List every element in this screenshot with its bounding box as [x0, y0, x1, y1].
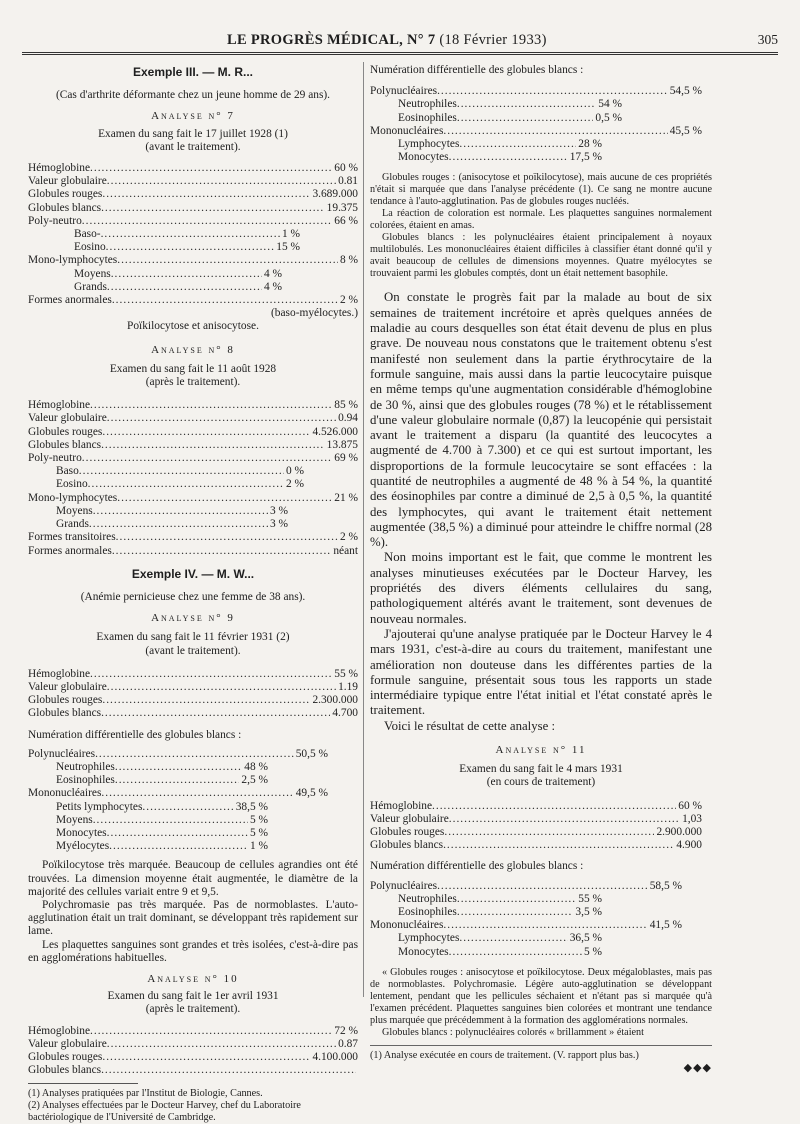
analysis-10-heading: Analyse n° 10 [147, 972, 239, 985]
table-row: Hémoglobine ..... 85 % [28, 399, 358, 412]
analysis-10-caption-note: (après le traitement). [145, 1003, 241, 1016]
analysis-10-paragraph: Globules rouges : (anisocytose et poïkilocytose), mais aucune de ces propriétés n'était si marquée que dans l'analyse précédente (1). Ce sang ne montre aucune tendance à l'auto-agglutination. Pas de globules rouges nucléés. [370, 172, 712, 208]
analysis-11-heading: Analyse n° 11 [495, 744, 587, 757]
analysis-8-table [28, 399, 358, 557]
table-row: Petits lymphocytes ..... 38,5 % [28, 801, 358, 814]
table-row: Mono-lymphocytes ..... 21 % [28, 492, 358, 505]
table-row: Valeur globulaire ..... 1,03 [370, 813, 702, 826]
table-row: Globules rouges ..... 2.900.000 [370, 826, 702, 839]
analysis-9-paragraph: Poïkilocytose très marquée. Beaucoup de cellules agrandies ont été trouvées. La dimension moyenne était augmentée, le diamètre de la majorité des cellules variait entre 9 et 9,5. [28, 859, 358, 898]
analysis-9-caption: Examen du sang fait le 11 février 1931 (2) [96, 631, 290, 644]
analysis-10-differential-table [370, 85, 712, 164]
table-row: Neutrophiles ..... 54 % [370, 98, 712, 111]
analysis-9-caption-note: (avant le traitement). [145, 644, 241, 657]
table-row: Poly-neutro ..... 66 % [28, 215, 358, 228]
analysis-11-differential-heading: Numération différentielle des globules blancs : [370, 860, 584, 873]
analysis-10-caption: Examen du sang fait le 1er avril 1931 [107, 990, 279, 1003]
table-row: Eosinophiles ..... 3,5 % [370, 906, 712, 919]
table-row: Grands ..... 4 % [28, 281, 358, 294]
analysis-9-heading: Analyse n° 9 [151, 612, 235, 625]
table-row: Baso- ..... 1 % [28, 228, 358, 241]
table-row: Eosino ..... 15 % [28, 241, 358, 254]
example-3-subtitle: (Cas d'arthrite déformante chez un jeune homme de 29 ans). [55, 89, 331, 102]
analysis-9-differential-heading: Numération différentielle des globules blancs : [28, 728, 242, 741]
table-row: Globules rouges ..... 2.300.000 [28, 694, 358, 707]
analysis-9-paragraph: Polychromasie pas très marquée. Pas de normoblastes. L'auto-agglutination était un trait dominant, se développant très rapidement sur lame. [28, 898, 358, 938]
analysis-8-caption: Examen du sang fait le 11 août 1928 [109, 362, 277, 375]
table-row: Globules rouges ..... 4.526.000 [28, 426, 358, 439]
footnote: (1) Analyses pratiquées par l'Institut de Biologie, Cannes. [28, 1088, 263, 1100]
body-paragraph: Non moins important est le fait, que comme le montrent les analyses minutieuses exécutées par le Docteur Harvey, les propriétés des divers éléments cellulaires du sang, pathologiquement altérés avant le traitement, sont devenues de nouveau normales. [370, 550, 712, 626]
table-row: Polynucléaires ..... 58,5 % [370, 880, 712, 893]
table-row: Formes anormales ..... 2 % [28, 294, 358, 307]
analysis-7-caption-note: (avant le traitement). [145, 140, 241, 153]
table-row: Hémoglobine ..... 55 % [28, 668, 358, 681]
table-row: Hémoglobine ..... 72 % [28, 1025, 358, 1038]
analysis-7-heading: Analyse n° 7 [151, 110, 235, 123]
analysis-11-differential-table [370, 880, 712, 959]
left-column [28, 64, 358, 1124]
analysis-9-table [28, 668, 358, 721]
journal-name: LE PROGRÈS MÉDICAL, N° 7 [227, 32, 436, 48]
table-row: Mononucléaires ..... 45,5 % [370, 125, 712, 138]
table-row: Eosino ..... 2 % [28, 478, 358, 491]
table-row: Monocytes ..... 5 % [28, 827, 358, 840]
analysis-9-paragraph: Les plaquettes sanguines sont grandes et très isolées, c'est-à-dire pas en agglomérations habituelles. [28, 938, 358, 964]
page-number: 305 [757, 32, 778, 47]
analysis-10-paragraph: La réaction de coloration est normale. Les plaquettes sanguines normalement colorées, étaient en amas. [370, 208, 712, 232]
example-4-title: Exemple IV. — M. W... [131, 566, 255, 581]
analysis-11-paragraph: « Globules rouges : anisocytose et poïkilocytose. Deux mégaloblastes, mais pas de normoblastes. Polychromasie. Légère auto-agglutination se développant lentement, pendant que les pellicules séchaient et n'étant pas si marquée qu'à l'examen précédent. Plaquettes sanguines bien colorées et montrant une tendance plus marquée que précédemment à la formation des agglomérations normales. [370, 966, 712, 1026]
table-row: Monocytes ..... 5 % [370, 946, 712, 959]
footnote: (1) Analyse exécutée en cours de traitement. (V. rapport plus bas.) [370, 1049, 639, 1061]
table-row: Globules blancs ..... [28, 1064, 358, 1077]
analysis-8-caption-note: (après le traitement). [145, 376, 241, 389]
table-row: Neutrophiles ..... 48 % [28, 761, 358, 774]
table-row: Moyens ..... 5 % [28, 814, 358, 827]
page-header [22, 30, 778, 55]
analysis-11-paragraph: Globules blancs : polynucléaires colorés « brillamment » étaient [382, 1026, 644, 1038]
right-column [370, 64, 712, 1075]
table-row: Globules blancs ..... 4.900 [370, 839, 702, 852]
body-paragraph: On constate le progrès fait par la malade au bout de six semaines de traitement incrétoire et après quelques années de maladie au cours desquelles son état était devenu de plus en plus grave. De nouveau nous constatons que le traitement obtenu s'est manifesté non seulement dans la partie érythrocytaire de la formule sanguine, mais aussi dans la partie leucocytaire puisque en même temps qu'une augmentation considérable d'hémoglobine de 30 %, ainsi que des globules rouges (78 %) et le rétablissement d'une valeur globulaire normale (0,87) la leucopénie qui persistait avant le traitement a disparu (la quantité des leucocytes a augmenté de 4.700 à 7.300) et ce qui est surtout important, les disproportions de la formule leucocytaire se sont effacées : la quantité de neutrophiles a augmenté de 48 % à 54 %, la quantité des éosinophiles par contre a diminué de 2,5 à 0,5 %, la quantité des lymphocytes, qui avant le traitement était nettement augmentée (38,5 %) a diminué pour atteindre le chiffre normal (28 %). [370, 290, 712, 550]
table-row: Polynucléaires ..... 50,5 % [28, 748, 358, 761]
table-row: Hémoglobine ..... 60 % [28, 162, 358, 175]
analysis-11-table [370, 800, 712, 853]
table-row: Globules blancs ..... 4.700 [28, 707, 358, 720]
end-ornament: ◆◆◆ [683, 1061, 712, 1074]
column-divider [363, 62, 364, 997]
table-row: Poly-neutro ..... 69 % [28, 452, 358, 465]
journal-title [227, 32, 547, 49]
table-row: Neutrophiles ..... 55 % [370, 893, 712, 906]
table-row: Valeur globulaire ..... 0.94 [28, 412, 358, 425]
analysis-11-caption: Examen du sang fait le 4 mars 1931 [459, 763, 623, 776]
analysis-7-note: (baso-myélocytes.) [271, 307, 358, 320]
table-row: Mono-lymphocytes ..... 8 % [28, 254, 358, 267]
analysis-7-table [28, 162, 358, 307]
table-row: Eosinophiles ..... 2,5 % [28, 774, 358, 787]
table-row: Globules rouges ..... 3.689.000 [28, 188, 358, 201]
analysis-10-paragraph: Globules blancs : les polynucléaires étaient principalement à noyaux multilobulés. Les mononucléaires étaient difficiles à classifier étant donné qu'il y avait beaucoup de cellules de dimensions moyennes. Quatre myélocytes se trouvaient parmi les globules comptés, dont un était nettement basophile. [370, 232, 712, 280]
issue-date: (18 Février 1933) [439, 32, 547, 48]
table-row: Valeur globulaire ..... 0.81 [28, 175, 358, 188]
table-row: Globules blancs ..... 19.375 [28, 202, 358, 215]
body-paragraph: Voici le résultat de cette analyse : [384, 718, 556, 733]
table-row: Globules blancs ..... 13.875 [28, 439, 358, 452]
table-row: Globules rouges ..... 4.100.000 [28, 1051, 358, 1064]
analysis-7-caption: Examen du sang fait le 17 juillet 1928 (1) [98, 127, 288, 140]
footnote: (2) Analyses effectuées par le Docteur Harvey, chef du Laboratoire bactériologique de l'Université de Cambridge. [28, 1100, 301, 1124]
analysis-10-table [28, 1025, 358, 1078]
table-row: Mononucléaires ..... 41,5 % [370, 919, 712, 932]
table-row: Baso ..... 0 % [28, 465, 358, 478]
table-row: Moyens ..... 4 % [28, 268, 358, 281]
analysis-8-heading: Analyse n° 8 [151, 343, 235, 356]
example-3-title: Exemple III. — M. R... [132, 65, 254, 79]
footnote-rule [28, 1083, 138, 1084]
analysis-7-remark: Poïkilocytose et anisocytose. [127, 320, 259, 333]
table-row: Myélocytes ..... 1 % [28, 840, 358, 853]
analysis-10-differential-heading: Numération différentielle des globules blancs : [370, 64, 584, 76]
table-row: Mononucléaires ..... 49,5 % [28, 787, 358, 800]
table-row: Grands ..... 3 % [28, 518, 358, 531]
body-paragraph: J'ajouterai qu'une analyse pratiquée par le Docteur Harvey le 4 mars 1931, c'est-à-dire au cours du traitement, manifestant une amélioration non douteuse dans les différentes parties de la formule sanguine, présentait sous tous les rapports un stade intermédiaire typique entre l'état initial et l'état constaté après le traitement. [370, 626, 712, 718]
table-row: Valeur globulaire ..... 0.87 [28, 1038, 358, 1051]
table-row: Hémoglobine ..... 60 % [370, 800, 702, 813]
table-row: Polynucléaires ..... 54,5 % [370, 85, 712, 98]
table-row: Lymphocytes ..... 28 % [370, 138, 712, 151]
analysis-9-differential-table [28, 748, 358, 854]
table-row: Lymphocytes ..... 36,5 % [370, 932, 712, 945]
table-row: Eosinophiles ..... 0,5 % [370, 112, 712, 125]
example-4-subtitle: (Anémie pernicieuse chez une femme de 38 ans). [80, 590, 306, 603]
footnote-rule [370, 1045, 712, 1046]
table-row: Moyens ..... 3 % [28, 505, 358, 518]
table-row: Valeur globulaire ..... 1.19 [28, 681, 358, 694]
table-row: Formes anormales ..... néant [28, 545, 358, 558]
table-row: Monocytes ..... 17,5 % [370, 151, 712, 164]
analysis-11-caption-note: (en cours de traitement) [486, 776, 596, 789]
table-row: Formes transitoires ..... 2 % [28, 531, 358, 544]
